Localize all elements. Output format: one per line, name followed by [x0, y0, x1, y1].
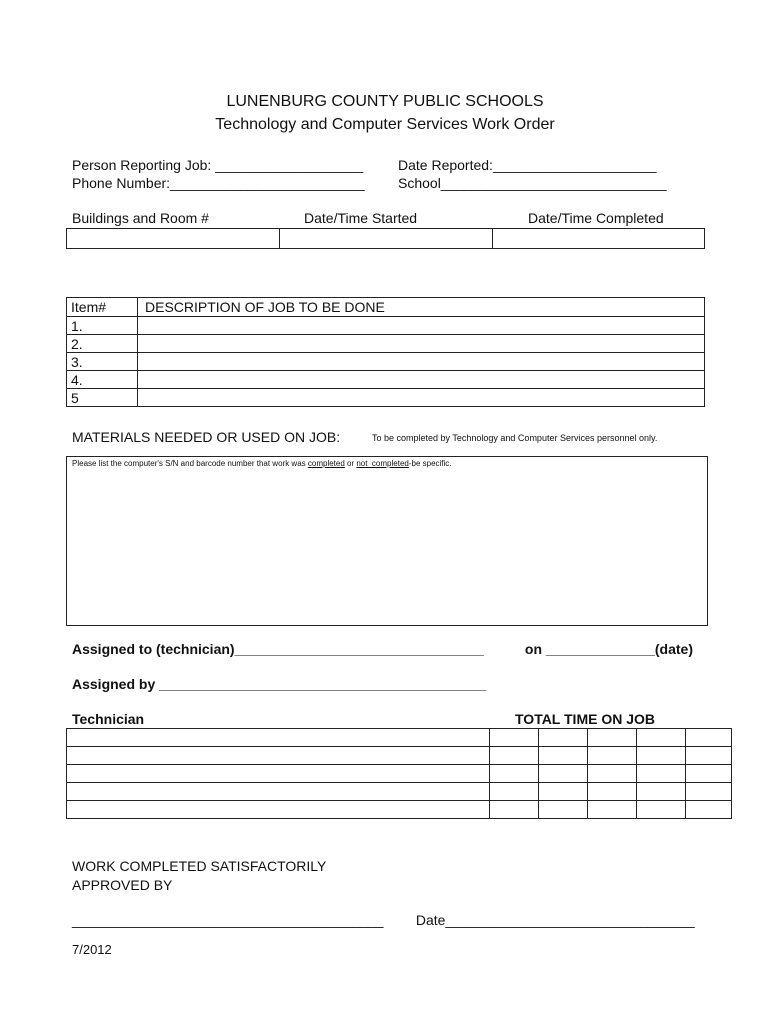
time-cell[interactable]	[686, 729, 732, 747]
assigned-date-field[interactable]: on ______________(date)	[521, 641, 693, 657]
date-reported-field[interactable]: Date Reported:_____________________	[398, 157, 657, 173]
form-title: Technology and Computer Services Work Order	[215, 116, 555, 133]
time-cell[interactable]	[490, 747, 539, 765]
item-number: 3.	[67, 353, 138, 371]
time-cell[interactable]	[539, 801, 588, 819]
time-cell[interactable]	[490, 729, 539, 747]
assigned-by-field[interactable]: Assigned by __________________________________________	[72, 676, 487, 692]
technician-cell[interactable]	[67, 783, 490, 801]
time-cell[interactable]	[637, 765, 686, 783]
job-table	[66, 297, 705, 407]
time-cell[interactable]	[637, 801, 686, 819]
item-number: 4.	[67, 371, 138, 389]
item-number: 5	[67, 389, 138, 407]
materials-heading: MATERIALS NEEDED OR USED ON JOB:	[72, 429, 341, 445]
work-completed-label: WORK COMPLETED SATISFACTORILY	[72, 858, 327, 874]
description-cell[interactable]	[138, 335, 705, 353]
technician-cell[interactable]	[67, 765, 490, 783]
time-cell[interactable]	[686, 783, 732, 801]
time-cell[interactable]	[539, 765, 588, 783]
technician-cell[interactable]	[67, 801, 490, 819]
description-cell[interactable]	[138, 389, 705, 407]
technician-cell[interactable]	[67, 729, 490, 747]
school-field[interactable]: School_____________________________	[398, 175, 667, 191]
item-header: Item#	[67, 298, 138, 317]
person-reporting-field[interactable]: Person Reporting Job: ___________________	[72, 157, 364, 173]
time-cell[interactable]	[490, 765, 539, 783]
time-cell[interactable]	[588, 801, 637, 819]
date-started-label: Date/Time Started	[304, 210, 418, 226]
assigned-to-field[interactable]: Assigned to (technician)________________________________	[72, 641, 484, 657]
time-cell[interactable]	[588, 747, 637, 765]
school-name: LUNENBURG COUNTY PUBLIC SCHOOLS	[226, 93, 544, 110]
time-cell[interactable]	[686, 801, 732, 819]
date-started-cell[interactable]	[280, 229, 493, 249]
time-cell[interactable]	[637, 783, 686, 801]
time-cell[interactable]	[490, 783, 539, 801]
time-cell[interactable]	[539, 783, 588, 801]
time-cell[interactable]	[588, 765, 637, 783]
time-cell[interactable]	[686, 747, 732, 765]
time-cell[interactable]	[490, 801, 539, 819]
time-cell[interactable]	[686, 765, 732, 783]
time-cell[interactable]	[588, 729, 637, 747]
revision-date: 7/2012	[72, 942, 112, 957]
materials-note: To be completed by Technology and Computer Services personnel only.	[372, 433, 658, 443]
materials-box[interactable]	[66, 456, 708, 626]
phone-number-field[interactable]: Phone Number:_________________________	[72, 175, 365, 191]
time-cell[interactable]	[637, 729, 686, 747]
time-cell[interactable]	[539, 729, 588, 747]
approval-date-field[interactable]: Date________________________________	[412, 912, 695, 928]
approved-by-label: APPROVED BY	[72, 877, 173, 893]
time-cell[interactable]	[588, 783, 637, 801]
technician-label: Technician	[72, 711, 145, 727]
date-completed-label: Date/Time Completed	[528, 210, 664, 226]
description-cell[interactable]	[138, 371, 705, 389]
buildings-room-label: Buildings and Room #	[72, 210, 209, 226]
time-cell[interactable]	[637, 747, 686, 765]
technician-table	[66, 728, 732, 819]
materials-instruction: Please list the computer's S/N and barcode number that work was completed or not completed-be specific.	[72, 459, 452, 468]
total-time-label: TOTAL TIME ON JOB	[515, 711, 656, 727]
description-cell[interactable]	[138, 317, 705, 335]
description-header: DESCRIPTION OF JOB TO BE DONE	[138, 298, 705, 317]
technician-cell[interactable]	[67, 747, 490, 765]
item-number: 2.	[67, 335, 138, 353]
location-table	[66, 228, 705, 249]
date-completed-cell[interactable]	[493, 229, 705, 249]
description-cell[interactable]	[138, 353, 705, 371]
buildings-room-cell[interactable]	[67, 229, 280, 249]
item-number: 1.	[67, 317, 138, 335]
time-cell[interactable]	[539, 747, 588, 765]
signature-line[interactable]: ________________________________________	[72, 912, 384, 928]
